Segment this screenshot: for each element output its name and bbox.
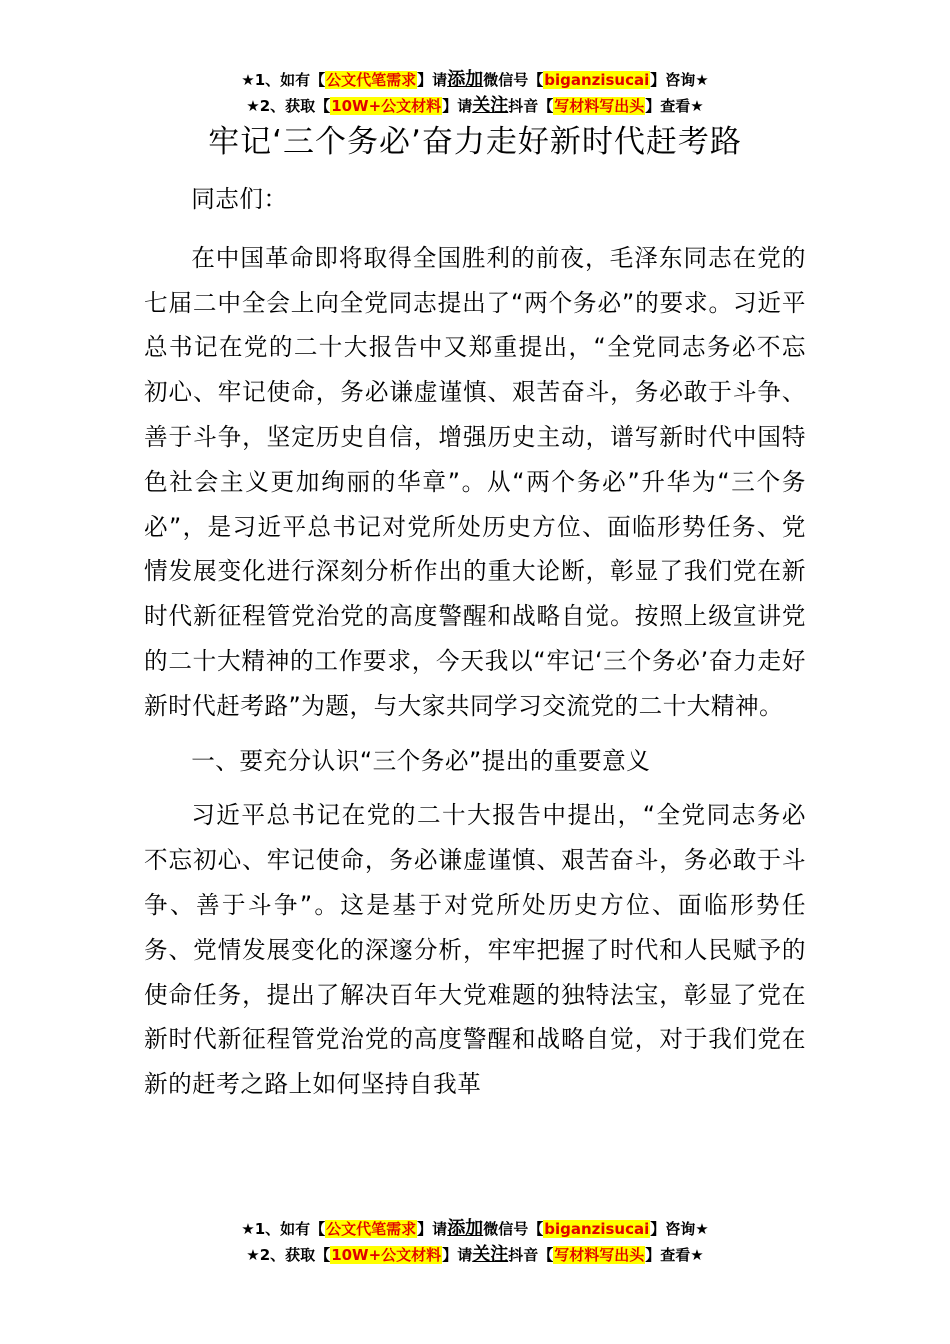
- banner-line-2: [0, 93, 950, 119]
- banner-text: ★2、获取【: [246, 97, 331, 115]
- underlined-text: 关注: [472, 95, 509, 116]
- banner-text: 】请: [442, 1246, 473, 1264]
- highlight-text: 公文代笔需求: [326, 71, 417, 89]
- section-heading: 一、要充分认识“三个务必”提出的重要意义: [191, 746, 651, 775]
- banner-text: ★1、如有【: [241, 71, 326, 89]
- banner-text: 】查看★: [645, 97, 704, 115]
- banner-text: 】查看★: [645, 1246, 704, 1264]
- footer-banner: [0, 1216, 950, 1268]
- underlined-text: 添加: [447, 1218, 484, 1239]
- header-banner: [0, 67, 950, 119]
- underlined-text: 关注: [472, 1244, 509, 1265]
- banner-text: ★1、如有【: [241, 1220, 326, 1238]
- highlight-text: 10W+公文材料: [331, 1246, 442, 1264]
- banner-text: 】咨询★: [650, 71, 709, 89]
- document-body: [144, 177, 806, 1117]
- douyin-id-highlight: 写材料写出头: [554, 97, 645, 115]
- banner-text: 抖音【: [508, 1246, 554, 1264]
- banner-text: 微信号【: [483, 1220, 544, 1238]
- banner-line-1: [0, 67, 950, 93]
- greeting: 同志们：: [191, 185, 288, 213]
- banner-line-2: [0, 1242, 950, 1268]
- paragraph: 在中国革命即将取得全国胜利的前夜，毛泽东同志在党的七届二中全会上向全党同志提出了“两个务必”的要求。习近平总书记在党的二十大报告中又郑重提出，“全党同志务必不忘初心、牢记使命，务必谦虚谨慎、艰苦奋斗，务必敢于斗争、善于斗争，坚定历史自信，增强历史主动，谱写新时代中国特色社会主义更加绚丽的华章”。从“两个务必”升华为“三个务必”，是习近平总书记对党所处历史方位、面临形势任务、党情发展变化进行深刻分析作出的重大论断，彰显了我们党在新时代新征程管党治党的高度警醒和战略自觉。按照上级宣讲党的二十大精神的工作要求，今天我以“牢记‘三个务必’奋力走好新时代赶考路”为题，与大家共同学习交流党的二十大精神。: [144, 243, 806, 720]
- wechat-id-highlight: biganzisucai: [544, 71, 650, 89]
- banner-text: 】请: [442, 97, 473, 115]
- highlight-text: 公文代笔需求: [326, 1220, 417, 1238]
- douyin-id-highlight: 写材料写出头: [554, 1246, 645, 1264]
- banner-text: 】咨询★: [650, 1220, 709, 1238]
- document-title: 牢记‘三个务必’奋力走好新时代赶考路: [208, 124, 742, 160]
- banner-line-1: [0, 1216, 950, 1242]
- wechat-id-highlight: biganzisucai: [544, 1220, 650, 1238]
- banner-text: ★2、获取【: [246, 1246, 331, 1264]
- paragraph: 习近平总书记在党的二十大报告中提出，“全党同志务必不忘初心、牢记使命，务必谦虚谨慎、艰苦奋斗，务必敢于斗争、善于斗争”。这是基于对党所处历史方位、面临形势任务、党情发展变化的深邃分析，牢牢把握了时代和人民赋予的使命任务，提出了解决百年大党难题的独特法宝，彰显了党在新时代新征程管党治党的高度警醒和战略自觉，对于我们党在新的赶考之路上如何坚持自我革: [144, 801, 806, 1099]
- banner-text: 微信号【: [483, 71, 544, 89]
- banner-text: 】请: [417, 1220, 448, 1238]
- banner-text: 抖音【: [508, 97, 554, 115]
- banner-text: 】请: [417, 71, 448, 89]
- highlight-text: 10W+公文材料: [331, 97, 442, 115]
- underlined-text: 添加: [447, 69, 484, 90]
